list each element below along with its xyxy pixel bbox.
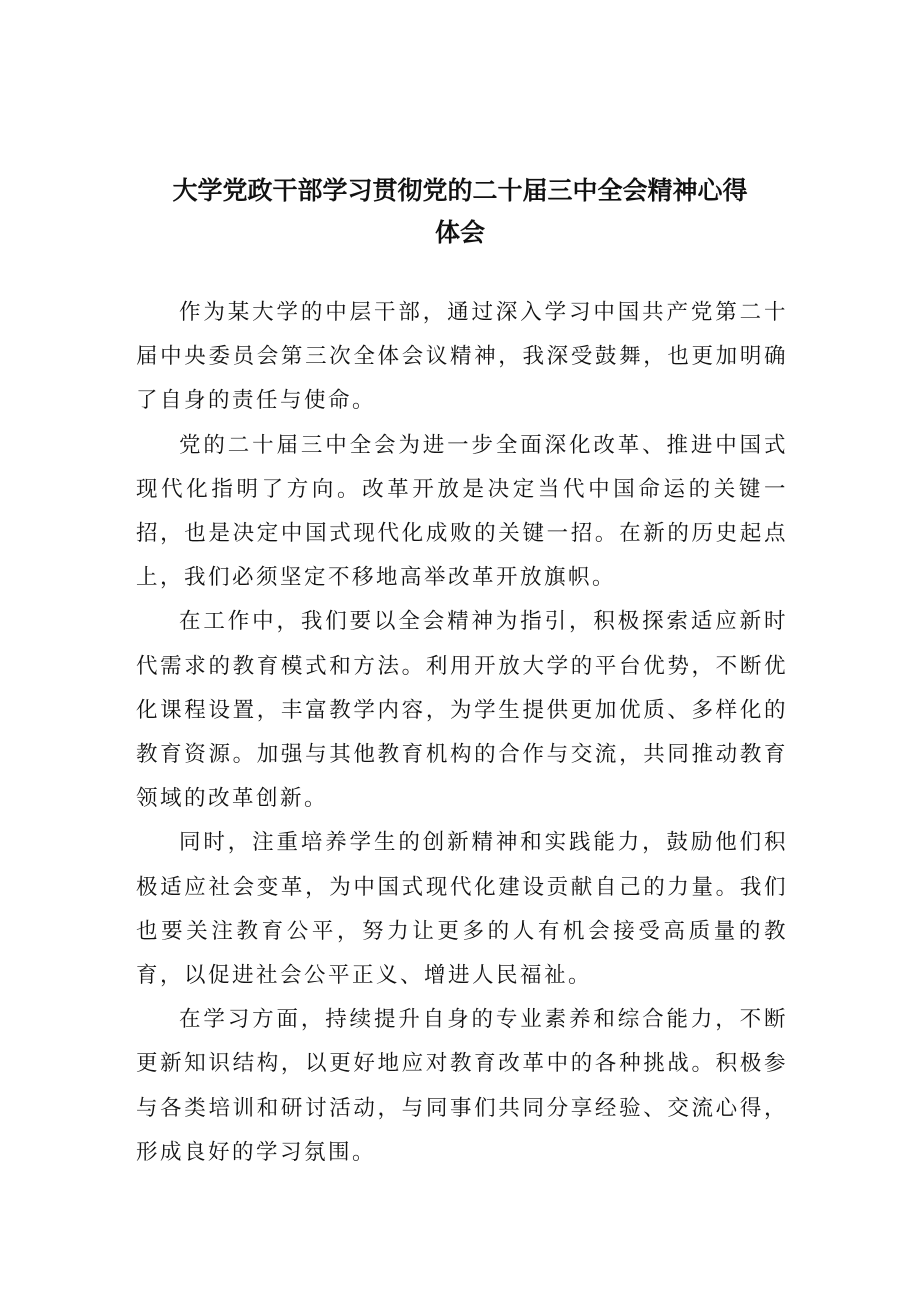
paragraph-2: 党的二十届三中全会为进一步全面深化改革、推进中国式现代化指明了方向。改革开放是决定当代中国命运的关键一招，也是决定中国式现代化成败的关键一招。在新的历史起点上，我们必须坚定不移地高举改革开放旗帜。 — [136, 432, 788, 591]
document-title — [130, 170, 790, 254]
title-line-1: 大学党政干部学习贯彻党的二十届三中全会精神心得 — [172, 176, 748, 205]
paragraph-3: 在工作中，我们要以全会精神为指引，积极探索适应新时代需求的教育模式和方法。利用开放大学的平台优势，不断优化课程设置，丰富教学内容，为学生提供更加优质、多样化的教育资源。加强与其他教育机构的合作与交流，共同推动教育领域的改革创新。 — [136, 609, 788, 812]
title-line-2: 体会 — [434, 218, 485, 247]
paragraph-1: 作为某大学的中层干部，通过深入学习中国共产党第二十届中央委员会第三次全体会议精神，我深受鼓舞，也更加明确了自身的责任与使命。 — [136, 300, 788, 414]
paragraph-5: 在学习方面，持续提升自身的专业素养和综合能力，不断更新知识结构，以更好地应对教育改革中的各种挑战。积极参与各类培训和研讨活动，与同事们共同分享经验、交流心得，形成良好的学习氛围。 — [136, 1007, 788, 1165]
paragraph-4: 同时，注重培养学生的创新精神和实践能力，鼓励他们积极适应社会变革，为中国式现代化建设贡献自己的力量。我们也要关注教育公平，努力让更多的人有机会接受高质量的教育，以促进社会公平正义、增进人民福祉。 — [136, 830, 788, 989]
document-body — [136, 291, 788, 1175]
